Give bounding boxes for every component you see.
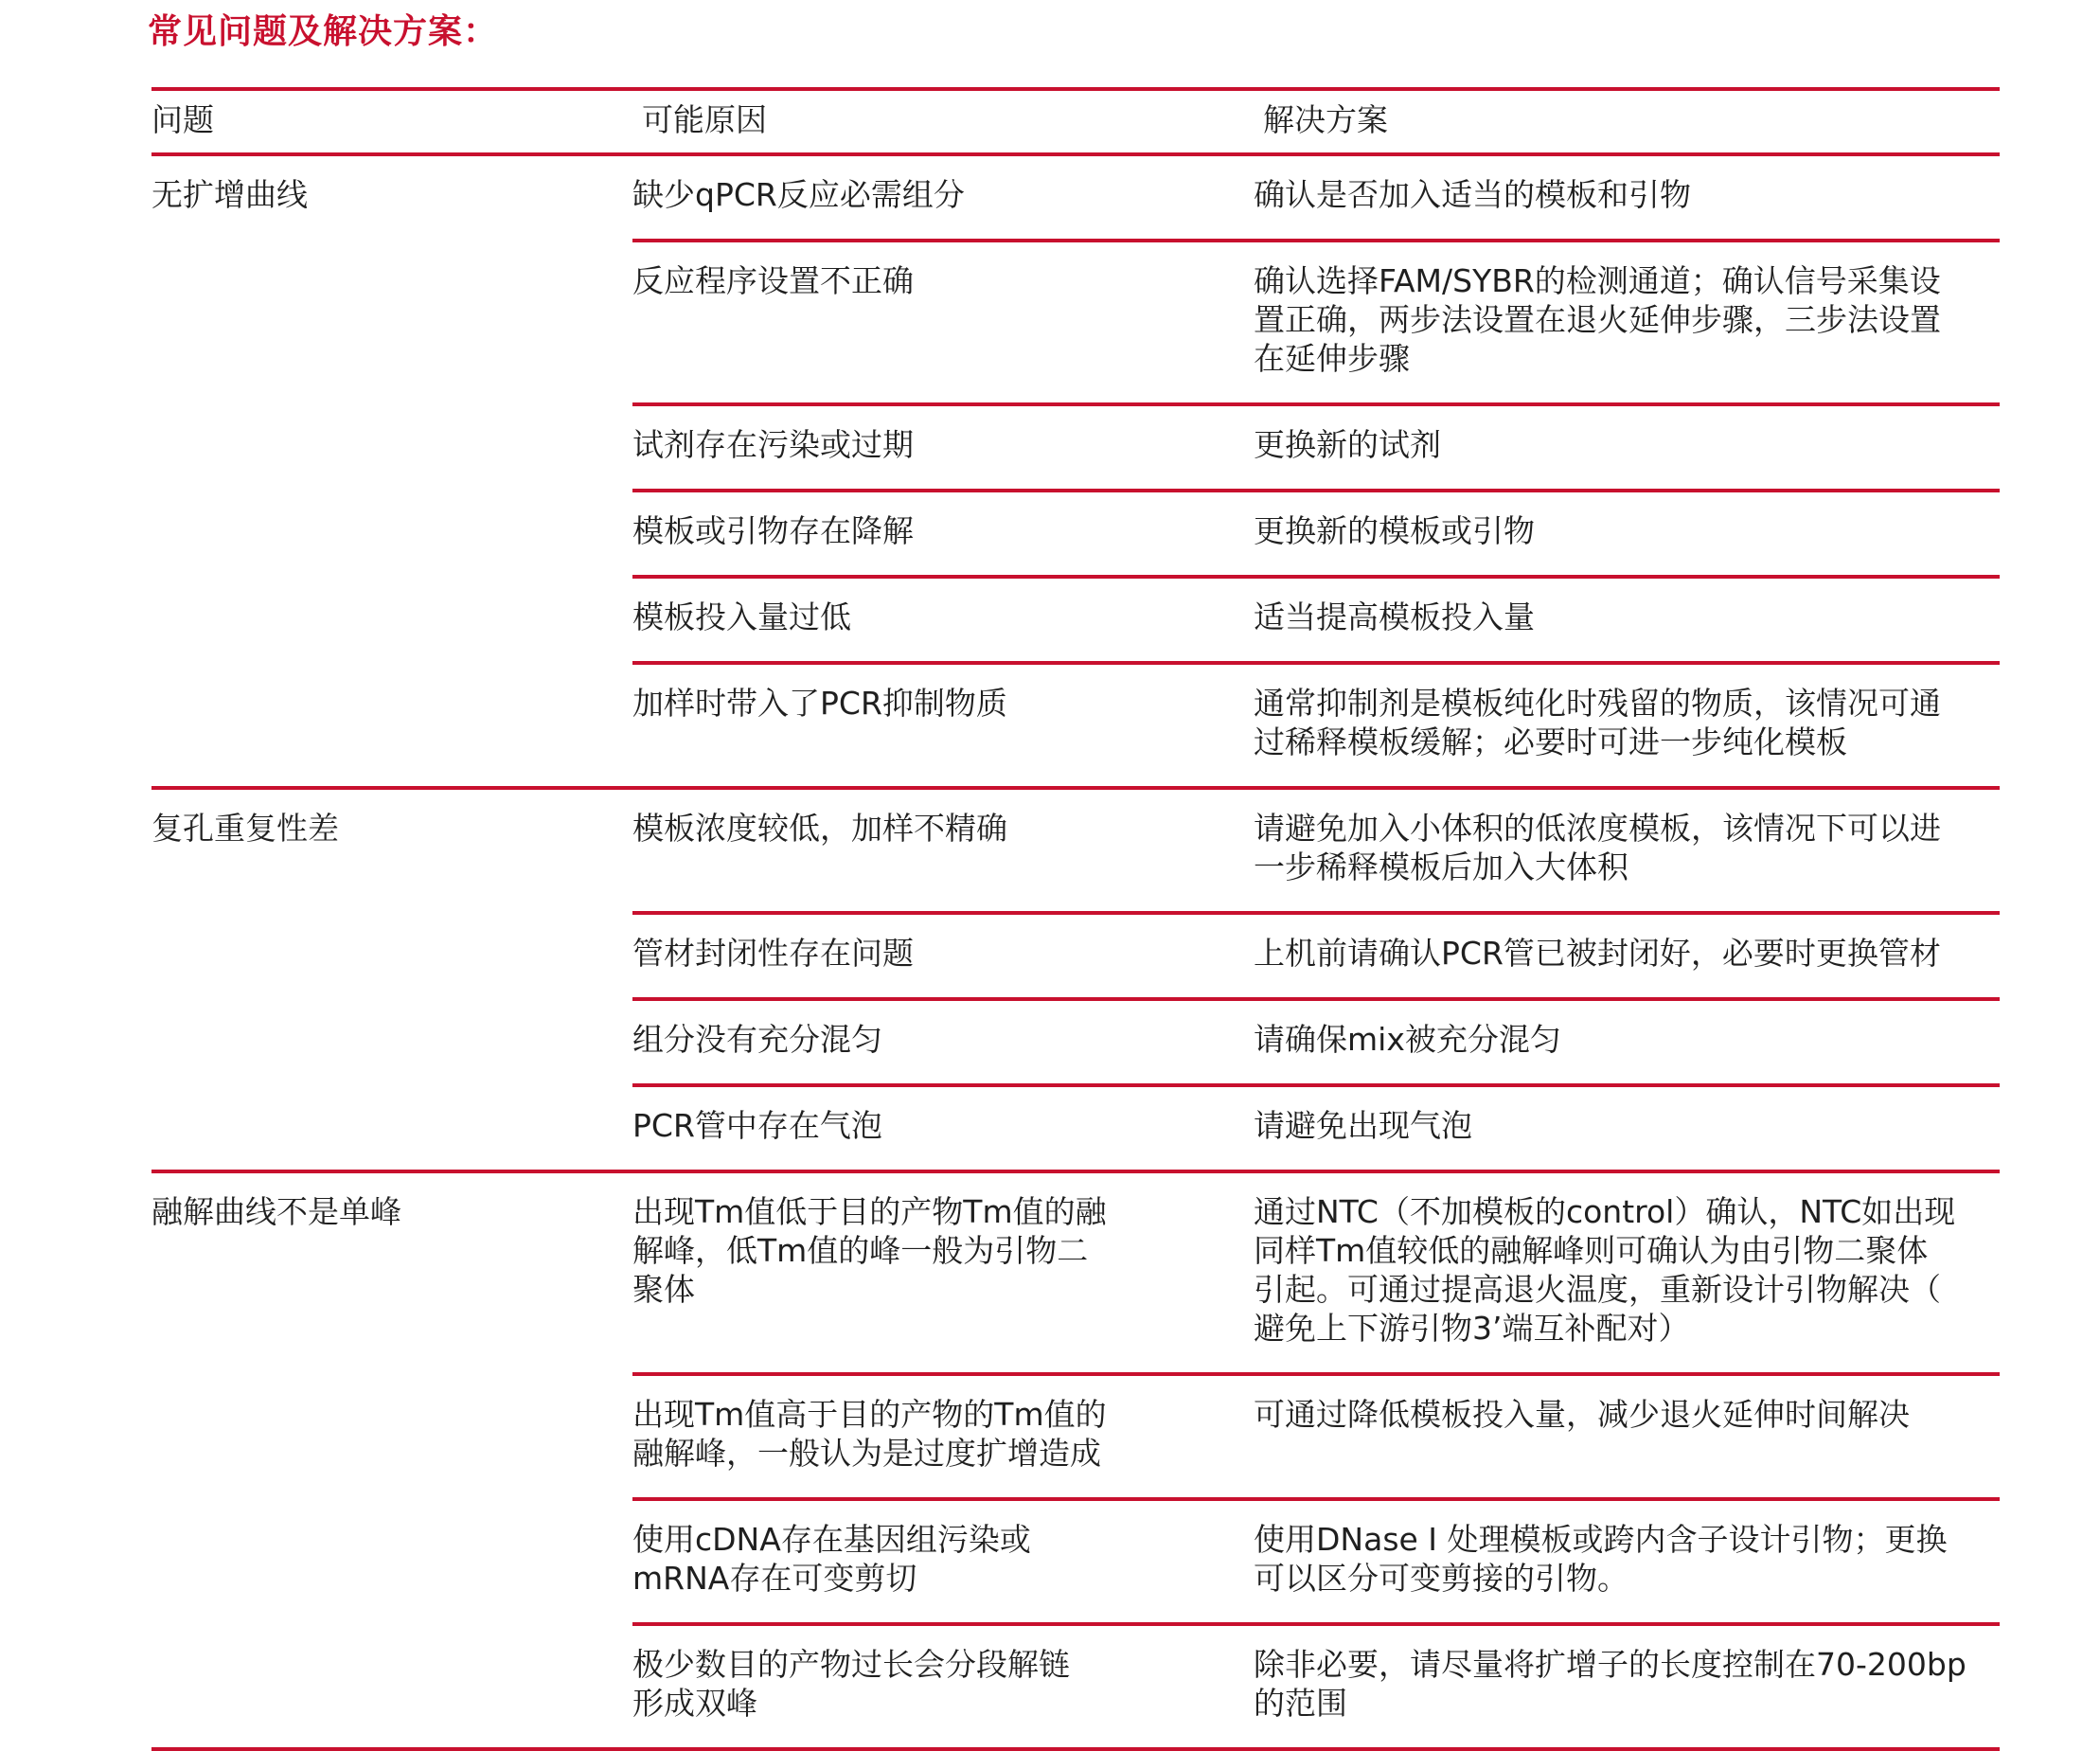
cause-cell: 管材封闭性存在问题 <box>632 935 914 972</box>
solution-cell: 通常抑制剂是模板纯化时残留的物质，该情况可通 过稀释模板缓解；必要时可进一步纯化模板 <box>1254 685 1941 760</box>
table-row <box>632 579 2000 661</box>
group-rule <box>151 1747 2000 1751</box>
table-row <box>632 242 2000 402</box>
solution-cell: 除非必要，请尽量将扩增子的长度控制在70-200bp 的范围 <box>1254 1646 1967 1722</box>
solution-cell: 上机前请确认PCR管已被封闭好，必要时更换管材 <box>1254 935 1941 972</box>
table-row <box>632 1001 2000 1083</box>
solution-cell: 请避免出现气泡 <box>1254 1107 1472 1144</box>
table-row <box>632 665 2000 786</box>
cause-cell: 反应程序设置不正确 <box>632 262 914 299</box>
cause-cell: 极少数目的产物过长会分段解链 形成双峰 <box>632 1646 1070 1722</box>
cause-cell: 出现Tm值低于目的产物Tm值的融 解峰，低Tm值的峰一般为引物二 聚体 <box>632 1193 1107 1308</box>
issue-group <box>151 790 2000 1170</box>
issue-group <box>151 156 2000 786</box>
solution-cell: 请避免加入小体积的低浓度模板，该情况下可以进 一步稀释模板后加入大体积 <box>1254 810 1941 885</box>
cause-cell: 模板投入量过低 <box>632 599 851 635</box>
cause-solution-column <box>632 1173 2000 1747</box>
table-row <box>632 1501 2000 1622</box>
solution-cell: 更换新的试剂 <box>1254 426 1441 463</box>
table-row <box>632 1087 2000 1170</box>
issue-column <box>151 1173 632 1747</box>
table-body <box>151 156 2000 1751</box>
cause-cell: PCR管中存在气泡 <box>632 1107 882 1144</box>
issue-column <box>151 156 632 786</box>
solution-cell: 使用DNase Ⅰ 处理模板或跨内含子设计引物；更换 可以区分可变剪接的引物。 <box>1254 1521 1948 1597</box>
solution-cell: 通过NTC（不加模板的control）确认，NTC如出现 同样Tm值较低的融解峰则可确认为由引物二聚体 引起。可通过提高退火温度，重新设计引物解决（ 避免上下游引物3’端互补配对） <box>1254 1193 1956 1347</box>
solution-cell: 更换新的模板或引物 <box>1254 512 1535 549</box>
cause-cell: 缺少qPCR反应必需组分 <box>632 176 965 213</box>
table-row <box>632 406 2000 489</box>
issue-cell: 无扩增曲线 <box>151 176 308 213</box>
cause-cell: 模板或引物存在降解 <box>632 512 914 549</box>
table-row <box>632 1376 2000 1497</box>
table-row <box>632 492 2000 575</box>
solution-cell: 适当提高模板投入量 <box>1254 599 1535 635</box>
solution-cell: 可通过降低模板投入量，减少退火延伸时间解决 <box>1254 1396 1910 1433</box>
cause-cell: 试剂存在污染或过期 <box>632 426 914 463</box>
issue-cell: 复孔重复性差 <box>151 810 339 847</box>
issue-group <box>151 1173 2000 1747</box>
cause-solution-column <box>632 156 2000 786</box>
header-cause: 可能原因 <box>642 101 767 138</box>
table-row <box>632 1173 2000 1372</box>
cause-cell: 使用cDNA存在基因组污染或 mRNA存在可变剪切 <box>632 1521 1031 1597</box>
cause-cell: 模板浓度较低，加样不精确 <box>632 810 1007 847</box>
page-title: 常见问题及解决方案： <box>148 12 499 51</box>
cause-cell: 加样时带入了PCR抑制物质 <box>632 685 1007 722</box>
table-row <box>632 915 2000 997</box>
table-row <box>632 156 2000 239</box>
faq-table <box>151 87 2000 1751</box>
cause-solution-column <box>632 790 2000 1170</box>
issue-cell: 融解曲线不是单峰 <box>151 1193 401 1230</box>
table-header-row <box>151 91 2000 152</box>
cause-cell: 出现Tm值高于目的产物的Tm值的 融解峰，一般认为是过度扩增造成 <box>632 1396 1107 1472</box>
solution-cell: 确认选择FAM/SYBR的检测通道；确认信号采集设 置正确，两步法设置在退火延伸步骤，三步法设置 在延伸步骤 <box>1254 262 1941 377</box>
table-row <box>632 790 2000 911</box>
table-row <box>632 1626 2000 1747</box>
cause-cell: 组分没有充分混匀 <box>632 1021 882 1058</box>
issue-column <box>151 790 632 1170</box>
header-solution: 解决方案 <box>1263 101 1388 138</box>
header-issue: 问题 <box>151 101 214 138</box>
solution-cell: 确认是否加入适当的模板和引物 <box>1254 176 1691 213</box>
solution-cell: 请确保mix被充分混匀 <box>1254 1021 1561 1058</box>
